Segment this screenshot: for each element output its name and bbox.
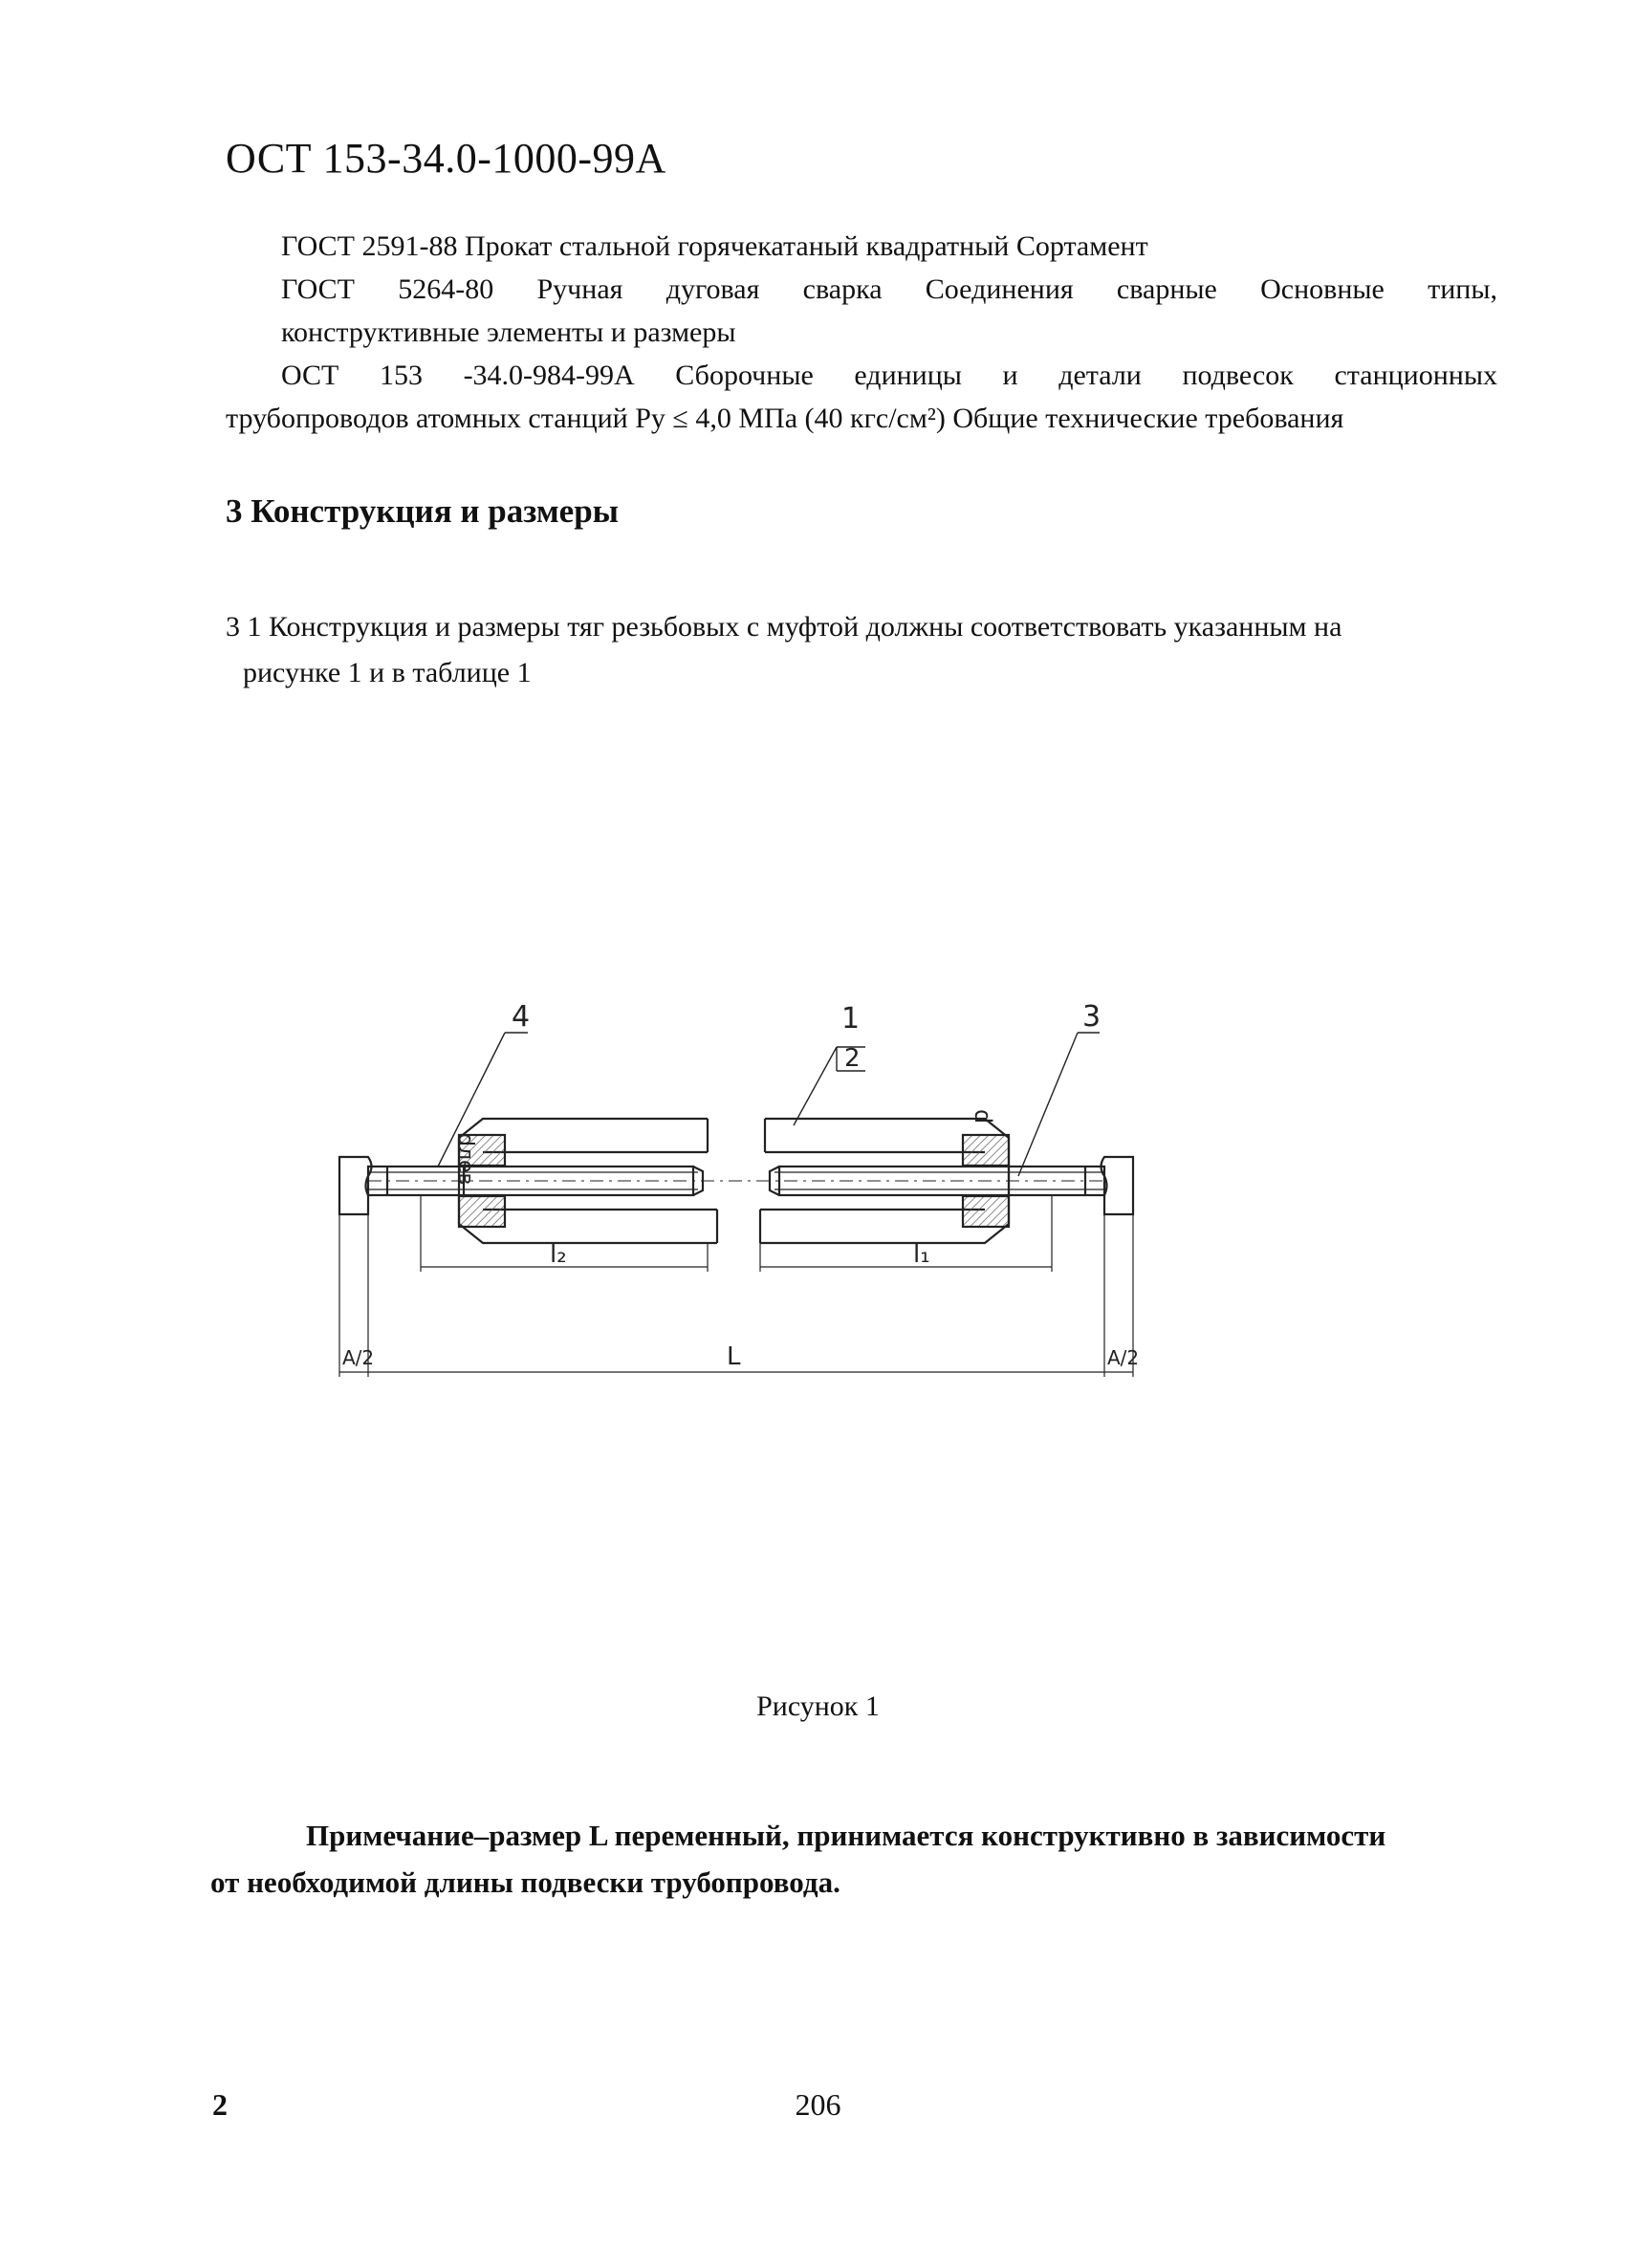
technical-drawing <box>316 980 1157 1429</box>
section-title: 3 Конструкция и размеры <box>226 492 620 530</box>
note-line1: Примечание–размер L переменный, принимается конструктивно в зависимости <box>306 1819 1386 1852</box>
figure-caption: Рисунок 1 <box>756 1690 880 1722</box>
reference-ost-984-line1: ОСТ 153 -34.0-984-99А Сборочные единицы и детали подвесок станционных <box>281 360 1497 391</box>
note <box>210 1812 1492 1906</box>
dim-a-right: А/2 <box>1107 1346 1140 1369</box>
callout-3: 3 <box>1082 1000 1102 1034</box>
note-line2: от необходимой длины подвески трубопровода. <box>210 1865 840 1899</box>
sheet-number: 2 <box>212 2087 228 2122</box>
normative-references <box>226 225 1497 440</box>
clause-line2: рисунке 1 и в таблице 1 <box>243 657 532 688</box>
reference-gost-2591: ГОСТ 2591-88 Прокат стальной горячекатаный квадратный Сортамент <box>281 230 1148 262</box>
callout-1: 1 <box>841 1002 861 1036</box>
clause-3-1 <box>226 604 1497 696</box>
clause-line1: 3 1 Конструкция и размеры тяг резьбовых с муфтой должны соответствовать указанным на <box>226 611 1342 643</box>
document-code: ОСТ 153-34.0-1000-99А <box>226 135 666 182</box>
reference-ost-984-line2: трубопроводов атомных станций Ру ≤ 4,0 МПа (40 кгс/см²) Общие технические требования <box>226 403 1344 434</box>
page-number: 206 <box>795 2087 841 2122</box>
dim-d-left: dлев <box>453 1133 477 1186</box>
dim-L: L <box>727 1342 741 1371</box>
reference-gost-5264-line2: конструктивные элементы и размеры <box>281 316 736 348</box>
reference-gost-5264-line1: ГОСТ 5264-80 Ручная дуговая сварка Соединения сварные Основные типы, <box>281 273 1497 305</box>
callout-2: 2 <box>844 1044 861 1073</box>
dim-l2: l₂ <box>550 1240 567 1269</box>
figure-threaded-rod-with-coupling <box>316 980 1157 1429</box>
left-end-block <box>339 1157 372 1214</box>
dim-a-left: А/2 <box>342 1346 375 1369</box>
right-nut-bottom <box>963 1196 1009 1227</box>
right-end-block <box>1102 1157 1134 1214</box>
callout-4: 4 <box>512 1000 531 1034</box>
dim-d-right: d <box>970 1109 996 1124</box>
right-nut-top <box>963 1135 1009 1166</box>
dim-l1: l₁ <box>913 1240 930 1269</box>
left-nut-bottom <box>459 1196 505 1227</box>
